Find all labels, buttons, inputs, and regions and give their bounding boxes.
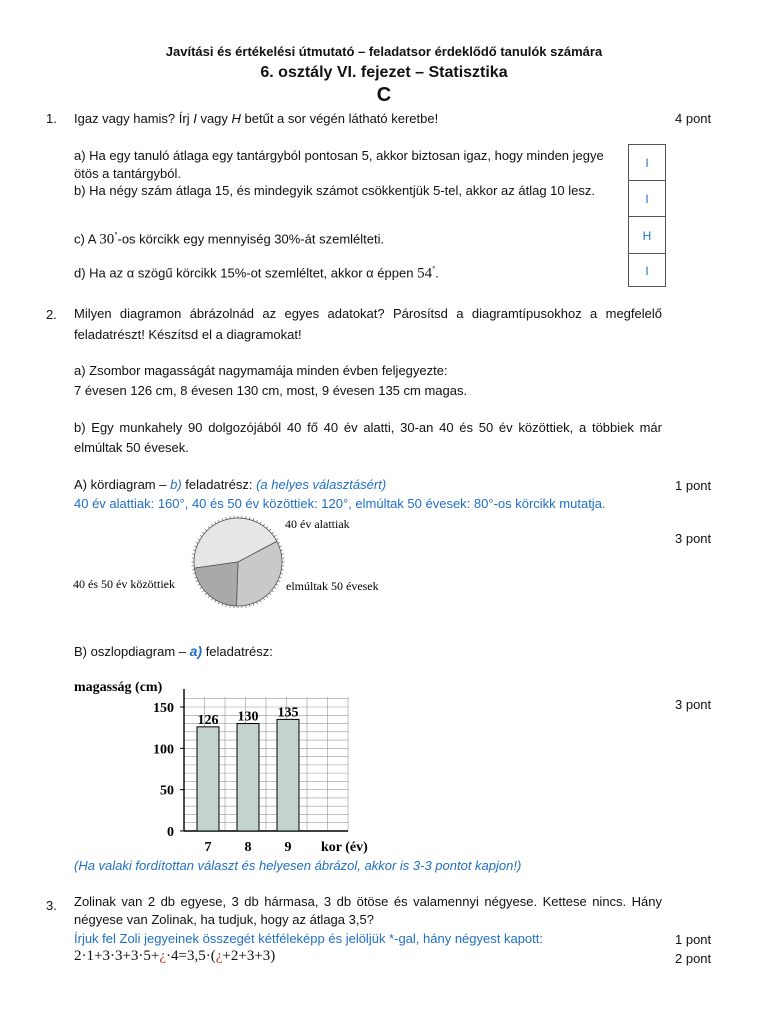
q3-equation: 2·1+3·3+3·5+¿·4=3,5·(¿+2+3+3) (74, 948, 276, 964)
q3-points-1: 1 pont (675, 932, 712, 947)
q1-prompt: Igaz vagy hamis? Írj I vagy H betűt a sor végén látható keretbe! (74, 111, 439, 126)
bar-data-label: 135 (277, 705, 299, 721)
pie-label-over-50: elmúltak 50 évesek (286, 579, 379, 593)
q1-answer-box-d: I (628, 253, 666, 287)
q3-points-2: 2 pont (675, 951, 712, 966)
bar-y-tick-label: 0 (167, 825, 174, 840)
q1-item-c: c) A 30°-os körcikk egy mennyiség 30%-át szemlélteti. (74, 231, 385, 248)
header-title: 6. osztály VI. fejezet – Statisztika (260, 64, 508, 81)
bar-x-tick-label: 8 (244, 840, 252, 855)
q2-pie-points: 3 pont (675, 531, 712, 546)
q3-number: 3. (46, 898, 57, 913)
q1-answer-box-b: I (628, 180, 666, 217)
bar-x-axis-title: kor (év) (321, 840, 368, 855)
bar-y-tick-label: 100 (153, 742, 174, 758)
q2-pie-answer: 40 év alattiak: 160°, 40 és 50 év közöttiek: 120°, elmúltak 50 évesek: 80°-os körcikk mutatja. (74, 496, 606, 511)
q2-prompt: Milyen diagramon ábrázolnád az egyes adatokat? Párosítsd a diagramtípusokhoz a megfelelő feladatrészt! Készítsd el a diagramokat! (74, 306, 662, 342)
q1-answer-box-a: I (628, 144, 666, 181)
pie-chart (60, 512, 410, 608)
pie-label-40-50: 40 és 50 év közöttiek (73, 577, 175, 591)
pie-label-under-40: 40 év alattiak (285, 517, 350, 531)
q1-item-d: d) Ha az α szögű körcikk 15%-ot szemléltet, akkor α éppen 54°. (74, 265, 439, 282)
q2-part-a-line2: 7 évesen 126 cm, 8 évesen 130 cm, most, 9 évesen 135 cm magas. (74, 383, 468, 398)
q2-part-b: b) Egy munkahely 90 dolgozójából 40 fő 40 év alatti, 30-an 40 és 50 év közöttiek, a többiek már elmúltak 50 évesek. (74, 420, 662, 455)
bar-9 (277, 719, 299, 831)
q1-item-a: a) Ha egy tanuló átlaga egy tantárgyból pontosan 5, akkor biztosan igaz, hogy minden jegye ötös a tantárgyból. (74, 148, 604, 181)
q1-number: 1. (46, 111, 57, 126)
header-line1: Javítási és értékelési útmutató – feladatsor érdeklődő tanulók számára (165, 44, 603, 59)
q1-points: 4 pont (675, 111, 712, 126)
bar-y-axis-title: magasság (cm) (74, 680, 163, 695)
q2-pie-label: A) kördiagram – b) feladatrész: (a helyes választásért) (74, 477, 387, 492)
bar-data-label: 130 (237, 709, 259, 725)
q1-answer-box-c: H (628, 216, 666, 254)
q3-text: Zolinak van 2 db egyese, 3 db hármasa, 3 db ötöse és valamennyi négyese. Kettese nincs. Hány négyese van Zolinak, ha tudjuk, hogy az átlaga 3,5? (74, 894, 662, 927)
pie-slice-over-50 (194, 562, 244, 608)
bar-y-tick-label: 150 (153, 701, 174, 716)
q3-answer-intro: Írjuk fel Zoli jegyeinek összegét kétféleképp és jelöljük *-gal, hány négyest kapott: (74, 931, 543, 946)
q2-pie-label-points: 1 pont (675, 478, 712, 493)
bar-7 (197, 727, 219, 831)
bar-x-tick-label: 9 (284, 840, 292, 855)
q1-item-b: b) Ha négy szám átlaga 15, és mindegyik számot csökkentjük 5-tel, akkor az átlag 10 lesz. (74, 183, 595, 198)
q2-part-a-line1: a) Zsombor magasságát nagymamája minden évben feljegyezte: (74, 363, 448, 378)
bar-x-tick-label: 7 (204, 840, 212, 855)
q2-number: 2. (46, 307, 57, 322)
q2-bar-points: 3 pont (675, 697, 712, 712)
q2-note: (Ha valaki fordítottan választ és helyesen ábrázol, akkor is 3-3 pontot kapjon!) (74, 858, 522, 873)
q2-bar-label: B) oszlopdiagram – a) feladatrész: (74, 643, 273, 659)
header-variant: C (376, 84, 392, 106)
bar-y-tick-label: 50 (160, 783, 174, 799)
bar-8 (237, 724, 259, 831)
bar-data-label: 126 (197, 712, 219, 728)
bar-chart (66, 675, 376, 855)
